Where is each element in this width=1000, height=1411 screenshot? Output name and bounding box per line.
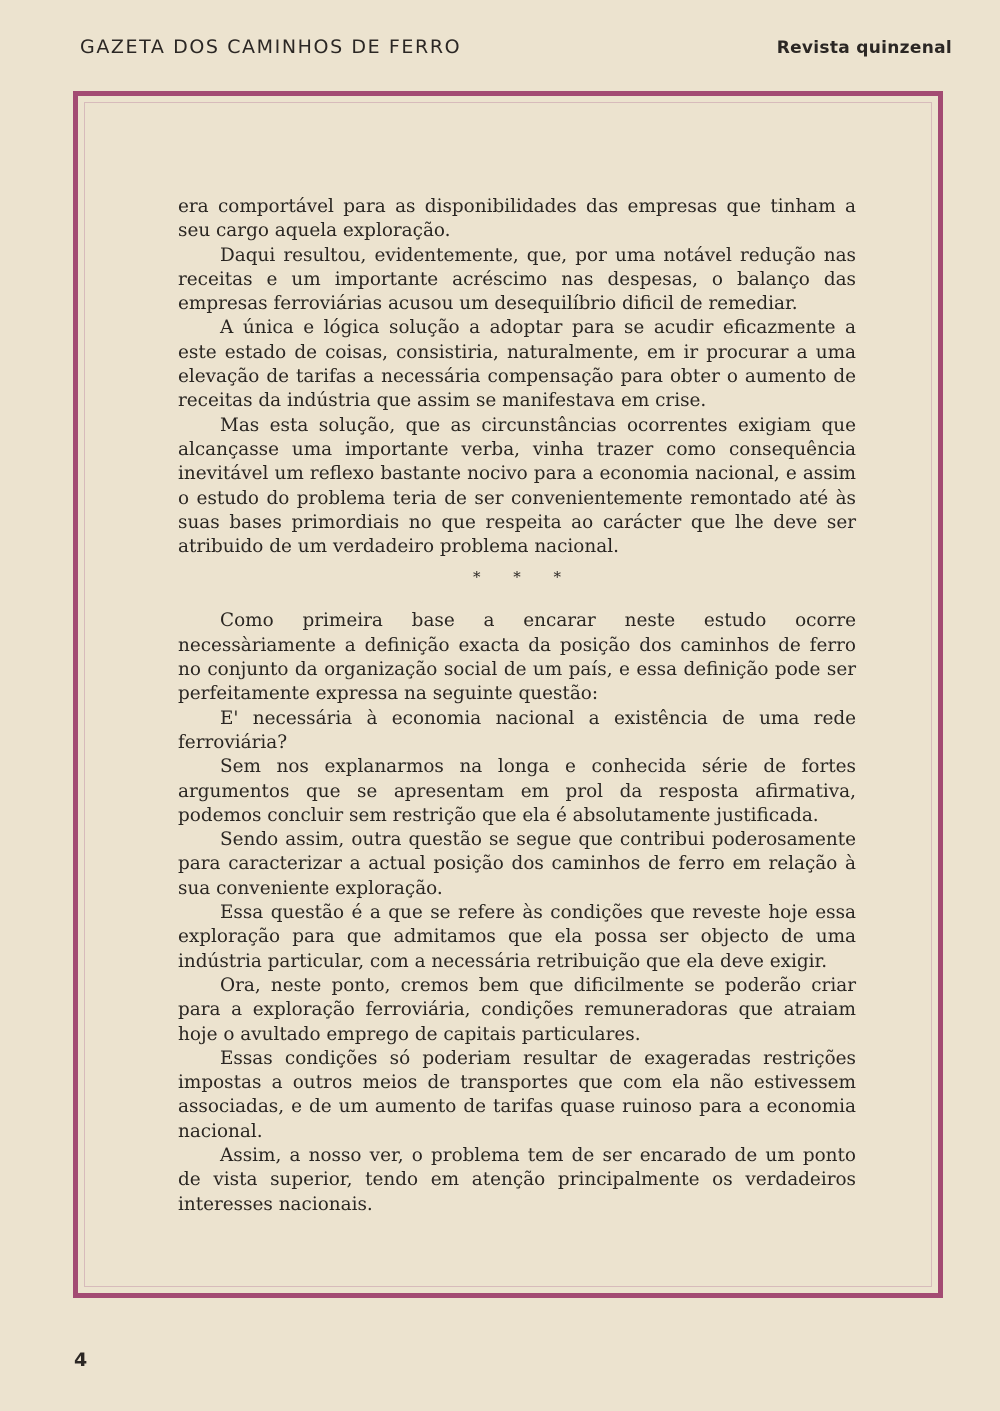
paragraph: Daqui resultou, evidentemente, que, por uma notável redução nas receitas e um importante acréscimo nas despesas, o balanço das empresas ferroviárias acusou um desequilíbrio dificil de remediar. bbox=[178, 244, 856, 315]
paragraph: Como primeira base a encarar neste estudo ocorre necessàriamente a definição exacta da posição dos caminhos de ferro no conjunto da organização social de um país, e essa definição pode ser perfeitamente expressa na seguinte questão: bbox=[178, 610, 856, 705]
paragraph: Assim, a nosso ver, o problema tem de ser encarado de um ponto de vista superior, tendo em atenção principalmente os verdadeiros interesses nacionais. bbox=[178, 1144, 856, 1215]
paragraph: Sendo assim, outra questão se segue que contribui poderosamente para caracterizar a actual posição dos caminhos de ferro em relação à sua conveniente exploração. bbox=[178, 829, 856, 899]
paragraph: Essa questão é a que se refere às condições que reveste hoje essa exploração para que admitamos que ela possa ser objecto de uma indústria particular, com a necessária retribuição que ela deve exigir. bbox=[178, 902, 856, 972]
article-body bbox=[178, 195, 856, 1217]
paragraph: era comportável para as disponibilidades das empresas que tinham a seu cargo aquela exploração. bbox=[178, 196, 856, 242]
paragraph: Sem nos explanarmos na longa e conhecida série de fortes argumentos que se apresentam em prol da resposta afirmativa, podemos concluir sem restrição que ela é absolutamente justificada. bbox=[178, 756, 856, 826]
paragraph: Ora, neste ponto, cremos bem que dificilmente se poderão criar para a exploração ferroviária, condições remuneradoras que atraiam hoje o avultado emprego de capitais particulares. bbox=[178, 974, 856, 1045]
section-break: * * * bbox=[472, 568, 576, 587]
paragraph: Essas condições só poderiam resultar de exageradas restrições impostas a outros meios de transportes que com ela não estivessem associadas, e de um aumento de tarifas quase ruinoso para a economia nacional. bbox=[178, 1047, 856, 1142]
journal-subtitle: Revista quinzenal bbox=[776, 38, 952, 58]
paragraph: E' necessária à economia nacional a existência de uma rede ferroviária? bbox=[178, 707, 856, 753]
page-number: 4 bbox=[74, 1349, 88, 1371]
running-head bbox=[80, 36, 952, 66]
paragraph: Mas esta solução, que as circunstâncias ocorrentes exigiam que alcançasse uma importante verba, vinha trazer como consequência inevitável um reflexo bastante nocivo para a economia nacional, e assim o estudo do problema teria de ser convenientemente remontado até às suas bases primordiais no que respeita ao carácter que lhe deve ser atribuido de um verdadeiro problema nacional. bbox=[178, 414, 856, 558]
paragraph: A única e lógica solução a adoptar para se acudir eficazmente a este estado de coisas, consistiria, naturalmente, em ir procurar a uma elevação de tarifas a necessária compensação para obter o aumento de receitas da indústria que assim se manifestava em crise. bbox=[178, 317, 856, 412]
journal-title: GAZETA DOS CAMINHOS DE FERRO bbox=[80, 36, 462, 58]
